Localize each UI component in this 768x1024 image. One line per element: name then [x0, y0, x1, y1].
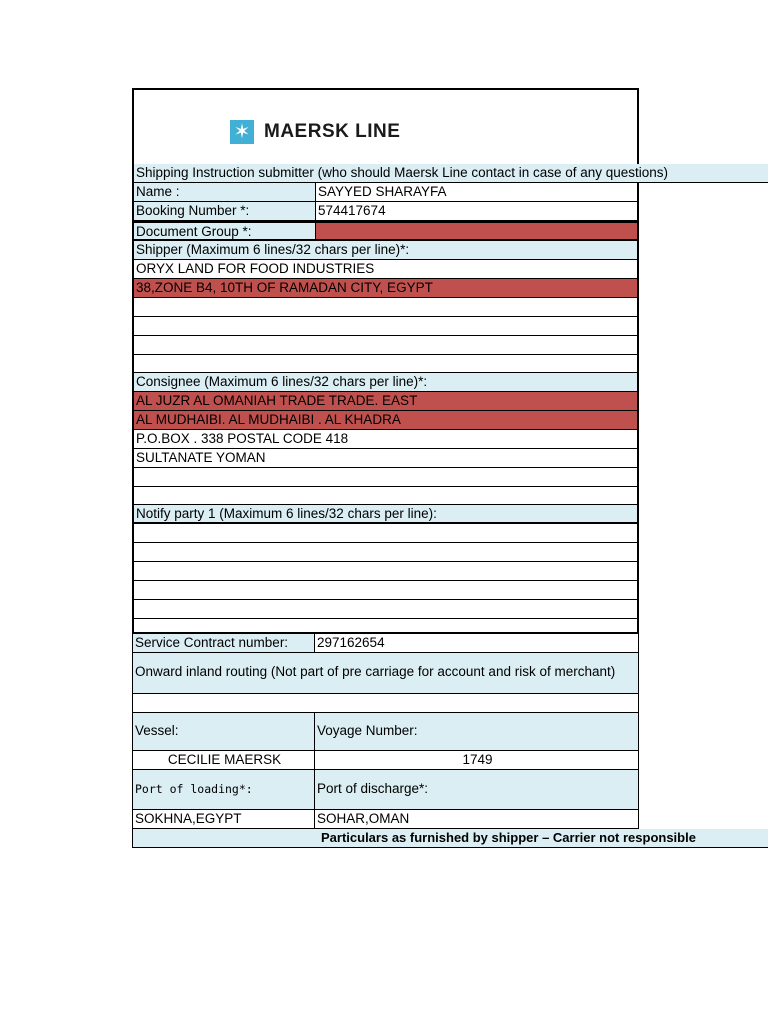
notify-line-text [134, 525, 136, 540]
shipper-line[interactable] [132, 260, 639, 279]
service-contract-field[interactable]: 297162654 [315, 634, 638, 652]
document-group-field[interactable] [316, 223, 637, 239]
onward-routing-value [133, 695, 135, 710]
logo-header [132, 88, 639, 166]
right-margin [639, 183, 768, 829]
consignee-line[interactable] [132, 487, 639, 505]
consignee-line[interactable] [132, 430, 639, 449]
vessel-label: Vessel: [133, 713, 315, 750]
consignee-line-text [134, 488, 136, 503]
notify-header [132, 505, 639, 524]
document-group-label: Document Group *: [134, 223, 316, 239]
submitter-header-text: Shipping Instruction submitter (who should Maersk Line contact in case of any questions) [136, 165, 669, 180]
shipper-line[interactable] [132, 355, 639, 373]
consignee-line-text [134, 469, 136, 484]
shipper-header-text: Shipper (Maximum 6 lines/32 chars per line)*: [136, 242, 410, 257]
star-icon: ✶ [230, 120, 254, 144]
notify-line[interactable] [132, 543, 639, 562]
submitter-header [132, 164, 768, 183]
consignee-line-text: P.O.BOX . 338 POSTAL CODE 418 [136, 431, 349, 446]
consignee-line[interactable] [132, 468, 639, 487]
consignee-line-text: AL JUZR AL OMANIAH TRADE TRADE. EAST [136, 393, 418, 408]
onward-routing-field[interactable] [132, 694, 639, 713]
port-discharge-field[interactable]: SOHAR,OMAN [315, 810, 638, 828]
name-label: Name : [134, 183, 316, 201]
shipper-line[interactable] [132, 336, 639, 355]
booking-field[interactable]: 574417674 [316, 202, 637, 220]
name-field[interactable]: SAYYED SHARAYFA [316, 183, 637, 201]
consignee-line[interactable] [132, 411, 639, 430]
consignee-header [132, 373, 639, 392]
shipper-header [132, 241, 639, 260]
particulars-text: Particulars as furnished by shipper – Carrier not responsible [321, 830, 696, 845]
notify-line[interactable] [132, 581, 639, 600]
notify-line-text [134, 563, 136, 578]
shipper-line-text [134, 337, 136, 352]
onward-routing-header [132, 653, 639, 694]
vessel-voyage-header [132, 713, 639, 751]
notify-line[interactable] [132, 619, 639, 634]
particulars-banner [132, 829, 768, 848]
notify-line[interactable] [132, 562, 639, 581]
shipper-line[interactable] [132, 298, 639, 317]
voyage-label: Voyage Number: [315, 713, 638, 750]
shipper-line-text [134, 299, 136, 314]
shipper-line-text [134, 356, 136, 371]
port-loading-field[interactable]: SOKHNA,EGYPT [133, 810, 315, 828]
name-row [132, 183, 639, 202]
onward-routing-label: Onward inland routing (Not part of pre carriage for account and risk of merchant) [135, 664, 616, 679]
vessel-voyage-values [132, 751, 639, 770]
vessel-field[interactable]: CECILIE MAERSK [133, 751, 315, 769]
shipper-line-text: 38,ZONE B4, 10TH OF RAMADAN CITY, EGYPT [136, 280, 433, 295]
logo-text: MAERSK LINE [264, 121, 401, 142]
booking-label: Booking Number *: [134, 202, 316, 220]
notify-line[interactable] [132, 600, 639, 619]
notify-line-text [134, 601, 136, 616]
shipper-line[interactable] [132, 279, 639, 298]
port-loading-label: Port of loading*: [133, 770, 315, 809]
consignee-header-text: Consignee (Maximum 6 lines/32 chars per line)*: [136, 374, 428, 389]
notify-header-text: Notify party 1 (Maximum 6 lines/32 chars per line): [136, 506, 437, 521]
booking-row [132, 202, 639, 221]
ports-header [132, 770, 639, 810]
port-discharge-label: Port of discharge*: [315, 770, 638, 809]
notify-line-text [134, 582, 136, 597]
shipper-line[interactable] [132, 317, 639, 336]
notify-line-text [134, 544, 136, 559]
shipper-line-text [134, 318, 136, 333]
maersk-logo [230, 120, 400, 144]
service-contract-label: Service Contract number: [133, 634, 315, 652]
consignee-line[interactable] [132, 449, 639, 468]
ports-values [132, 810, 639, 829]
service-contract-row [132, 634, 639, 653]
shipper-line-text: ORYX LAND FOR FOOD INDUSTRIES [136, 261, 375, 276]
notify-line-text [134, 620, 136, 634]
consignee-line-text: AL MUDHAIBI. AL MUDHAIBI . AL KHADRA [136, 412, 401, 427]
consignee-line[interactable] [132, 392, 639, 411]
consignee-line-text: SULTANATE YOMAN [136, 450, 266, 465]
voyage-field[interactable]: 1749 [315, 751, 638, 769]
notify-line[interactable] [132, 524, 639, 543]
document-group-row [132, 221, 639, 241]
